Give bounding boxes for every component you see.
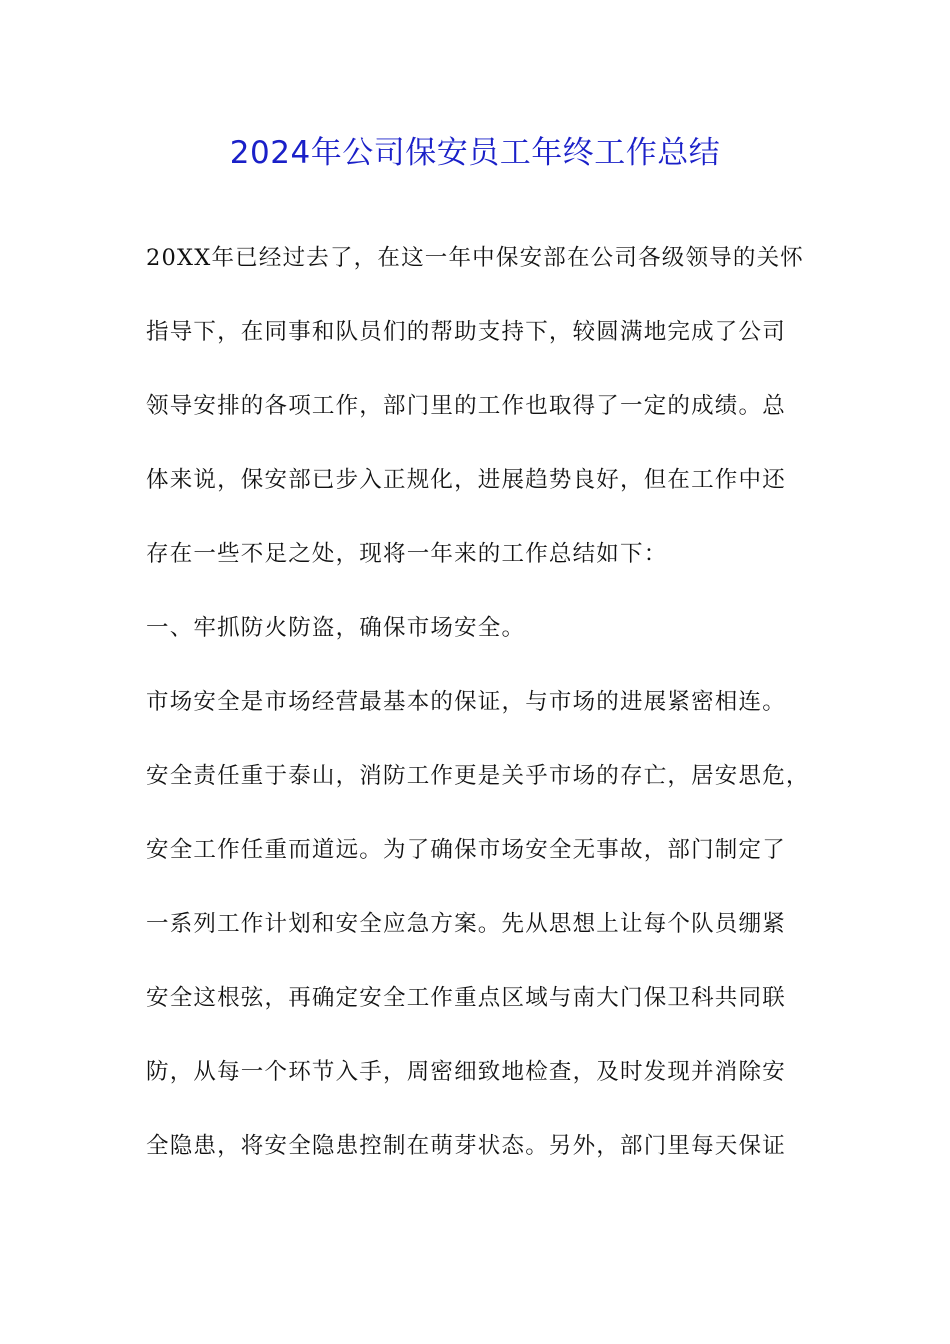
- body-line: 指导下，在同事和队员们的帮助支持下，较圆满地完成了公司: [146, 319, 786, 345]
- body-line: 安全这根弦，再确定安全工作重点区域与南大门保卫科共同联: [146, 985, 786, 1011]
- body-line: 一系列工作计划和安全应急方案。先从思想上让每个队员绷紧: [146, 911, 786, 937]
- body-line: 20XX年已经过去了，在这一年中保安部在公司各级领导的关怀: [146, 245, 804, 271]
- body-line: 安全工作任重而道远。为了确保市场安全无事故，部门制定了: [146, 837, 786, 863]
- body-line: 全隐患，将安全隐患控制在萌芽状态。另外，部门里每天保证: [146, 1133, 786, 1159]
- body-line: 领导安排的各项工作，部门里的工作也取得了一定的成绩。总: [146, 393, 786, 419]
- body-line: 防，从每一个环节入手，周密细致地检查，及时发现并消除安: [146, 1059, 786, 1085]
- document-body: [146, 233, 826, 1195]
- body-line: 体来说，保安部已步入正规化，进展趋势良好，但在工作中还: [146, 467, 786, 493]
- body-line: 存在一些不足之处，现将一年来的工作总结如下：: [146, 541, 668, 567]
- body-line: 安全责任重于泰山，消防工作更是关乎市场的存亡，居安思危，: [146, 763, 810, 789]
- document-title: 2024年公司保安员工年终工作总结: [229, 135, 721, 171]
- body-line: 市场安全是市场经营最基本的保证，与市场的进展紧密相连。: [146, 689, 786, 715]
- section-heading: 一、牢抓防火防盗，确保市场安全。: [146, 615, 526, 641]
